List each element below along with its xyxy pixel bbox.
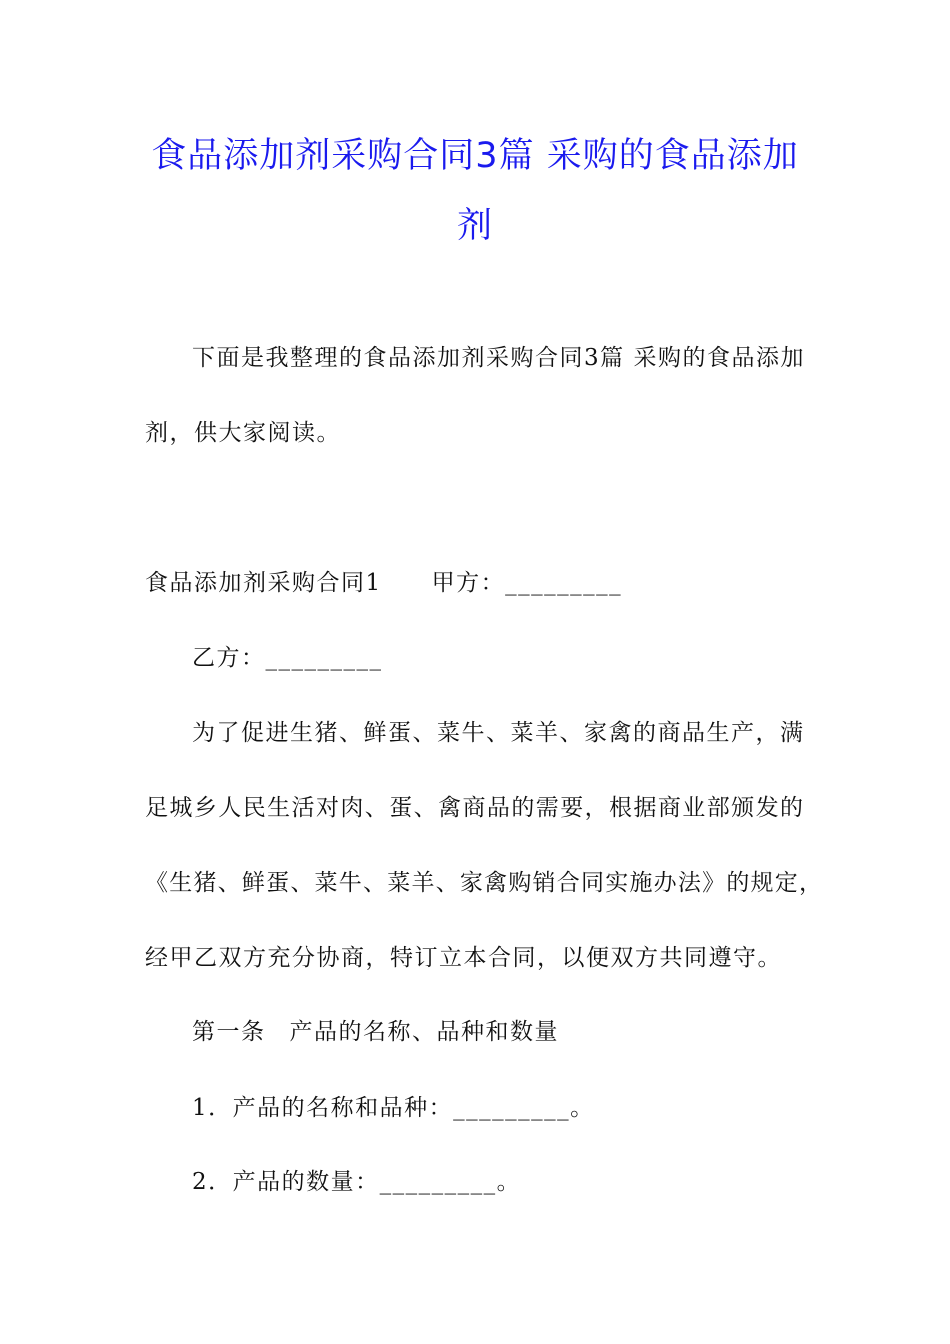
- paragraph-1-line-1: 为了促进生猪、鲜蛋、菜牛、菜羊、家禽的商品生产，满: [192, 720, 803, 746]
- paragraph-1-line-2: 足城乡人民生活对肉、蛋、禽商品的需要，根据商业部颁发的: [145, 795, 803, 821]
- paragraph-1-line-3: 《生猪、鲜蛋、菜牛、菜羊、家禽购销合同实施办法》的规定，: [145, 870, 822, 896]
- contract-heading-row: [145, 568, 622, 598]
- item-2: 2．产品的数量：_________。: [192, 1169, 522, 1195]
- document-title-line-1: 食品添加剂采购合同3篇 采购的食品添加: [151, 136, 799, 176]
- article-1-heading: [192, 1017, 559, 1047]
- paragraph-1-line-4: 经甲乙双方充分协商，特订立本合同，以便双方共同遵守。: [145, 945, 782, 971]
- article-1-title: 产品的名称、品种和数量: [289, 1019, 559, 1045]
- document-title-line-2: 剂: [456, 206, 493, 246]
- article-1-number: 第一条: [192, 1019, 266, 1045]
- item-1: 1．产品的名称和品种：_________。: [192, 1095, 595, 1121]
- party-b-field: 乙方：_________: [192, 645, 383, 671]
- contract-heading: 食品添加剂采购合同1: [145, 570, 382, 596]
- party-a-field: 甲方：_________: [431, 570, 623, 596]
- intro-line-2: 剂，供大家阅读。: [145, 420, 341, 446]
- intro-line-1: 下面是我整理的食品添加剂采购合同3篇 采购的食品添加: [192, 345, 805, 371]
